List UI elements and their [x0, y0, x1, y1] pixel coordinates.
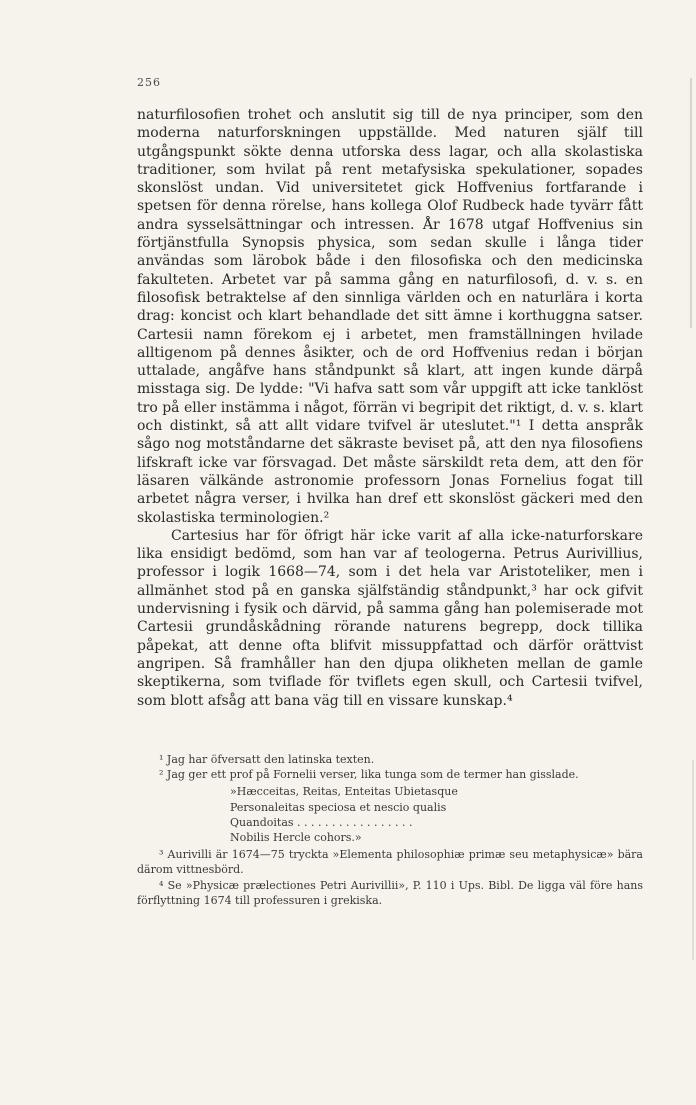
verse-line-4: Nobilis Hercle cohors.»: [230, 831, 362, 845]
verse-line-3: Quandoitas . . . . . . . . . . . . . . . . .: [230, 815, 413, 829]
footnote-2: ² Jag ger ett prof på Fornelii verser, lika tunga som de termer han gisslade.: [159, 768, 579, 782]
main-text: [137, 106, 643, 710]
footnotes: [137, 752, 643, 908]
footnote-1: ¹ Jag har öfversatt den latinska texten.: [159, 753, 375, 766]
page-edge-shadow-lower: [692, 760, 694, 960]
page-edge-shadow: [690, 78, 692, 328]
paragraph-2: Cartesius har för öfrigt här icke varit af alla icke-naturforskare lika ensidigt bedömd, som han var af teologerna. Petrus Aurivillius, professor i logik 1668—74, som i det hela var Aristoteliker, men i allmänhet stod på en ganska själfständig ståndpunkt,³ har ock gifvit undervisning i fysik och därvid, på samma gång han polemiserade mot Cartesii grundåskådning rörande naturens begrepp, dock tillika påpekat, att denne ofta blifvit missuppfattad och därför orättvist angripen. Så framhåller han den djupa olikheten mellan de gamle skeptikerna, som tviflade för tviflets egen skull, och Cartesii tvifvel, som blott afsåg att bana väg till en vissare kunskap.⁴: [137, 527, 643, 709]
quoted-verse: [230, 784, 643, 845]
verse-line-2: Personaleitas speciosa et nescio qualis: [230, 800, 447, 814]
footnote-4: ⁴ Se »Physicæ prælectiones Petri Aurivillii», P. 110 i Ups. Bibl. De ligga väl före hans förflyttning 1674 till professuren i grekiska.: [137, 878, 643, 907]
verse-line-1: »Hæcceitas, Reitas, Enteitas Ubietasque: [230, 785, 458, 799]
footnote-3: ³ Aurivilli är 1674—75 tryckta »Elementa philosophiæ primæ seu metaphysicæ» bära därom vittnesbörd.: [137, 848, 643, 877]
paragraph-1: naturfilosofien trohet och anslutit sig till de nya principer, som den moderna naturforskningen uppställde. Med naturen själf till utgångspunkt sökte denna utforska dess lagar, och alla skolastiska traditioner, som hvilat på rent metafysiska spekulationer, sopades skonslöst undan. Vid universitetet gick Hoffvenius fortfarande i spetsen för denna rörelse, hans kollega Olof Rudbeck hade tyvärr fått andra sysselsättningar och intressen. År 1678 utgaf Hoffvenius sin förtjänstfulla Synopsis physica, som sedan skulle i långa tider användas som lärobok både i den filosofiska och den medicinska fakulteten. Arbetet var på samma gång en naturfilosofi, d. v. s. en filosofisk betraktelse af den sinnliga världen och en naturlära i korta drag: koncist och klart behandlade det sitt ämne i korthuggna satser. Cartesii namn förekom ej i arbetet, men framställningen hvilade alltigenom på dennes åsikter, och de ord Hoffvenius redan i början uttalade, angåfve hans ståndpunkt så klart, att ingen kunde därpå misstaga sig. De lydde: "Vi hafva satt som vår uppgift att icke tanklöst tro på eller instämma i något, förrän vi begripit det riktigt, d. v. s. klart och distinkt, så att allt vidare tvifvel är uteslutet."¹ I detta anspråk sågo nog motståndarne det säkraste beviset på, att den nya filosofiens lifskraft icke var försvagad. Det måste särskildt reta dem, att den för läsaren välkände astronomie professorn Jonas Fornelius fogat till arbetet några verser, i hvilka han dref ett skonslöst gäckeri med den skolastiska terminologien.²: [137, 107, 643, 526]
page-number: 256: [137, 76, 161, 89]
